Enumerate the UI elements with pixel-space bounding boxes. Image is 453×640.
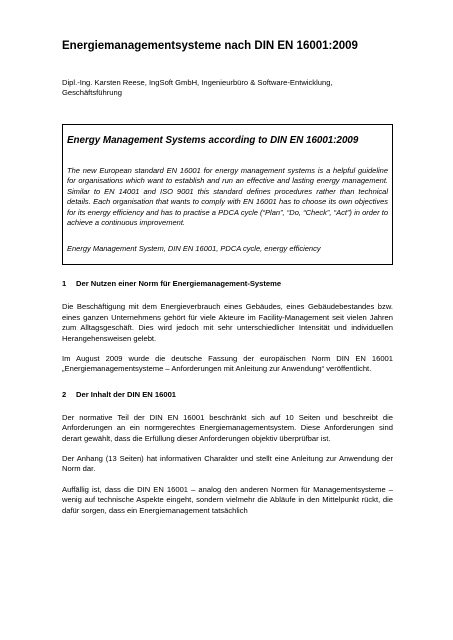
paragraph: Der Anhang (13 Seiten) hat informativen Charakter und stellt eine Anleitung zur Anwendung der Norm dar.	[62, 453, 393, 474]
abstract-text: The new European standard EN 16001 for energy management systems is a helpful guideline for organisations which want to establish and run an effective and lasting energy management. Similar to EN 14001 and ISO 9001 this standard defines procedures rather than technical details. Each organisation that wants to comply with EN 16001 has to choose its own objectives for its energy efficiency and has to practise a PDCA cycle (“Plan”, “Do, “Check”, “Act”) in order to achieve a continuous improvement.	[67, 165, 388, 228]
section-title: Der Nutzen einer Norm für Energiemanagement-Systeme	[76, 279, 282, 289]
abstract-box	[62, 124, 393, 266]
section-number: 2	[62, 389, 67, 399]
section-heading	[62, 279, 393, 288]
paragraph: Der normative Teil der DIN EN 16001 beschränkt sich auf 10 Seiten und beschreibt die Anforderungen an ein normgerechtes Energiemanagementsystem. Diese Anforderungen sind derart gewählt, dass die Erfüllung dieser Anforderungen objektiv überprüfbar ist.	[62, 412, 393, 443]
section-heading	[62, 390, 393, 399]
paragraph: Die Beschäftigung mit dem Energieverbrauch eines Gebäudes, eines Gebäudebestandes bzw. eines ganzen Unternehmens gehört für viele Akteure im Facility-Management seit vielen Jahren zum Alltagsgeschäft. Dies wird jedoch mit sehr unterschiedlicher Intensität und individuellen Herangehensweisen gelebt.	[62, 302, 393, 343]
abstract-keywords: Energy Management System, DIN EN 16001, PDCA cycle, energy efficiency	[67, 243, 321, 253]
paragraph: Im August 2009 wurde die deutsche Fassung der europäischen Norm DIN EN 16001 „Energiemanagementsysteme – Anforderungen mit Anleitung zur Anwendung“ veröffentlicht.	[62, 353, 393, 374]
section-title: Der Inhalt der DIN EN 16001	[76, 389, 177, 399]
paragraph: Auffällig ist, dass die DIN EN 16001 – analog den anderen Normen für Managementsysteme – wenig auf technische Aspekte eingeht, sondern vielmehr die Abläufe in den Mittelpunkt rückt, die dafür sorgen, dass ein Energiemanagement tatsächlich	[62, 484, 393, 515]
page-title: Energiemanagementsysteme nach DIN EN 16001:2009	[62, 40, 358, 52]
author-line: Dipl.-Ing. Karsten Reese, IngSoft GmbH, Ingenieurbüro & Software-Entwicklung, Geschäftsführung	[62, 78, 333, 98]
section-number: 1	[62, 279, 67, 289]
abstract-title: Energy Management Systems according to DIN EN 16001:2009	[67, 134, 359, 146]
section-2	[62, 390, 393, 516]
section-1	[62, 279, 393, 374]
